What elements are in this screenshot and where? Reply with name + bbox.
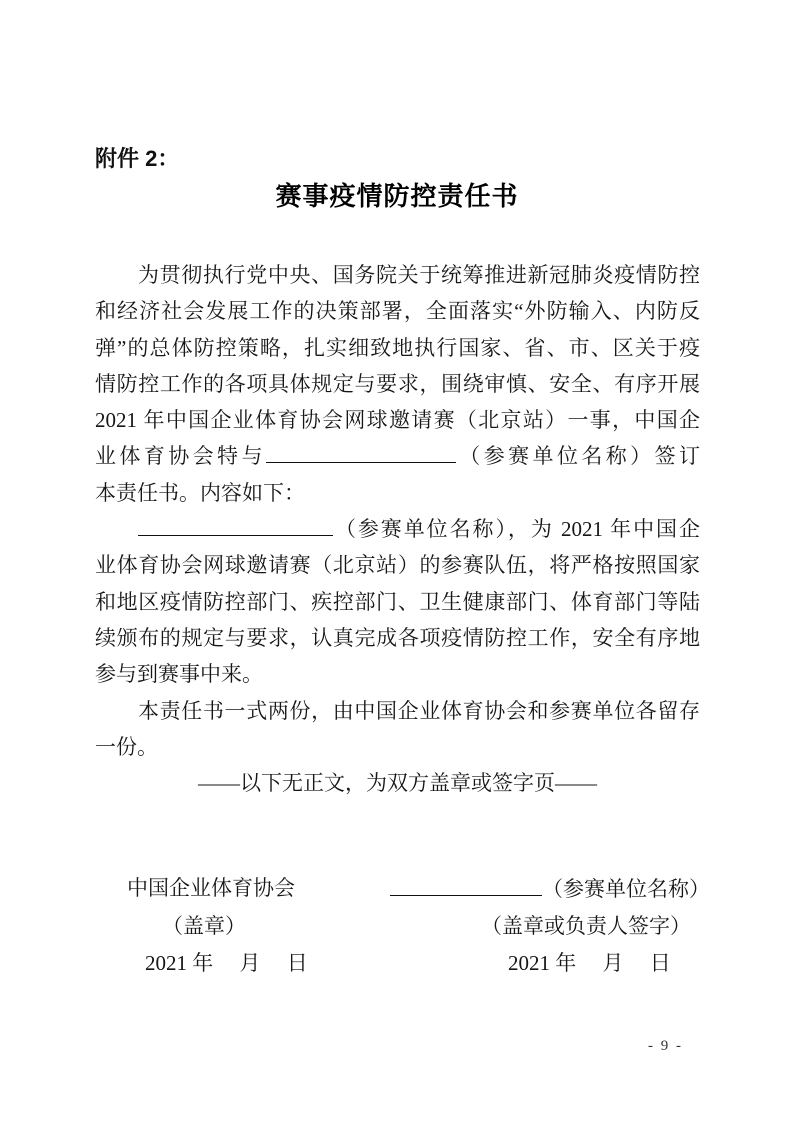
fill-in-blank-line bbox=[138, 515, 333, 536]
fill-in-blank-line bbox=[390, 875, 542, 896]
signature-right-unit bbox=[390, 875, 710, 902]
body-line: 和地区疫情防控部门、疾控部门、卫生健康部门、体育部门等陆 bbox=[95, 589, 700, 614]
body-line-text: 业体育协会特与 bbox=[95, 444, 266, 469]
body-line: 和经济社会发展工作的决策部署，全面落实“外防输入、内防反 bbox=[95, 299, 700, 324]
body-line: 弹”的总体防控策略，扎实细致地执行国家、省、市、区关于疫 bbox=[95, 335, 700, 360]
body-line bbox=[95, 438, 700, 474]
signature-left-org: 中国企业体育协会 bbox=[127, 876, 295, 900]
fill-in-blank-line bbox=[266, 442, 456, 463]
signature-left-date: 2021 年 月 日 bbox=[145, 951, 308, 975]
page-number: - 9 - bbox=[648, 1038, 683, 1054]
body-line: 业体育协会网球邀请赛（北京站）的参赛队伍，将严格按照国家 bbox=[95, 553, 700, 578]
body-line: 本责任书一式两份，由中国企业体育协会和参赛单位各留存 bbox=[138, 698, 700, 723]
signature-right-date: 2021 年 月 日 bbox=[508, 951, 671, 975]
body-line: 参与到赛事中来。 bbox=[95, 662, 263, 687]
body-line bbox=[95, 511, 700, 547]
body-line: 情防控工作的各项具体规定与要求，围绕审慎、安全、有序开展 bbox=[95, 371, 700, 396]
signature-right-seal-label: （盖章或负责人签字） bbox=[481, 914, 691, 938]
no-more-text-divider: ——以下无正文，为双方盖章或签字页—— bbox=[198, 771, 597, 796]
body-line: 续颁布的规定与要求，认真完成各项疫情防控工作，安全有序地 bbox=[95, 625, 700, 650]
signature-right-unit-label: （参赛单位名称） bbox=[542, 877, 710, 901]
body-line: 一份。 bbox=[95, 734, 158, 759]
body-line-text: （参赛单位名称），为 2021 年中国企 bbox=[333, 517, 700, 542]
signature-left-seal-label: （盖章） bbox=[162, 914, 246, 938]
body-line: 为贯彻执行党中央、国务院关于统筹推进新冠肺炎疫情防控 bbox=[138, 263, 700, 287]
body-line: 2021 年中国企业体育协会网球邀请赛（北京站）一事，中国企 bbox=[95, 408, 700, 433]
attachment-label: 附件 2： bbox=[95, 146, 180, 171]
document-body bbox=[95, 257, 700, 801]
document-title: 赛事疫情防控责任书 bbox=[275, 182, 519, 211]
body-line-text: （参赛单位名称）签订 bbox=[455, 444, 700, 469]
body-line: 本责任书。内容如下： bbox=[95, 480, 305, 505]
